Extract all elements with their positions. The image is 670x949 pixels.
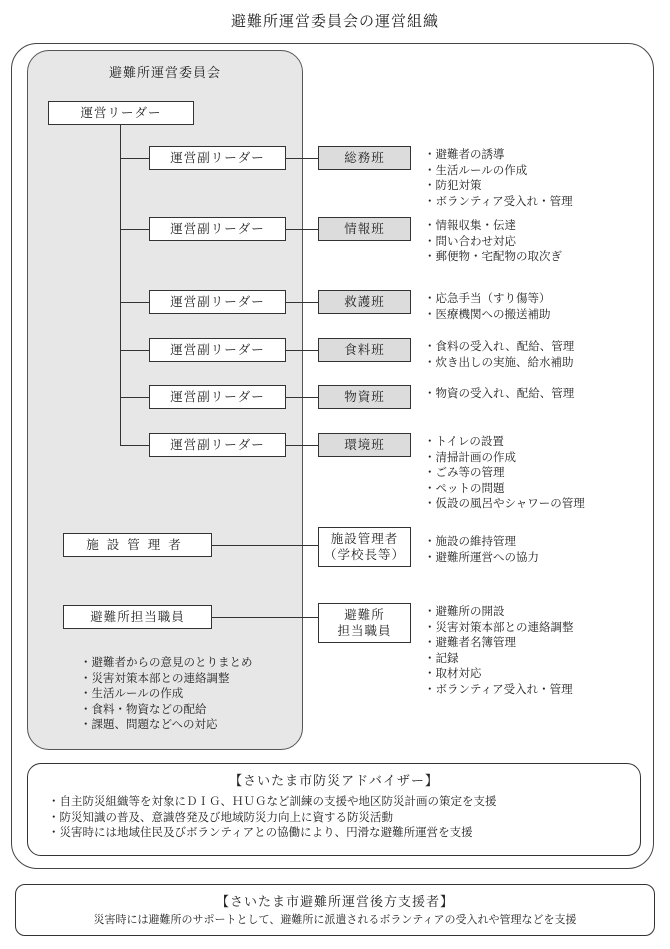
team-box-food: 食料班: [318, 338, 411, 362]
duty-item: ・ 取材対応: [424, 666, 574, 682]
facility-manager-role-box: [318, 527, 411, 567]
duty-item: ・ 避難所の開設: [424, 604, 574, 620]
vice-leader-box: 運営副リーダー: [149, 217, 286, 241]
connector-branch: [120, 350, 149, 351]
connector-branch: [120, 229, 149, 230]
duty-item: ・ 応急手当（すり傷等）: [424, 291, 551, 307]
role-line: 施設管理者: [330, 531, 399, 546]
duty-item: ・ 物資の受入れ、配給、管理: [424, 386, 574, 402]
duty-item: ・ 施設の維持管理: [424, 534, 539, 550]
duty-item: ・ 災害対策本部との連絡調整: [424, 620, 574, 636]
duty-item: ・ 情報収集・伝達: [424, 218, 562, 234]
role-line: （学校長等）: [323, 547, 405, 562]
advisor-item: ・ 自主防災組織等を対象にＤＩＧ、ＨＵＧなど訓練の支援や地区防災計画の策定を支援: [48, 794, 497, 810]
duty-item: ・ 課題、問題などへの対応: [80, 717, 253, 733]
duty-item: ・ 避難者名簿管理: [424, 635, 574, 651]
duty-item: ・ 防犯対策: [424, 178, 573, 194]
duty-item: ・ ボランティア受入れ・管理: [424, 682, 574, 698]
duty-item: ・ 避難者の誘導: [424, 147, 573, 163]
advisor-panel: [27, 763, 641, 856]
duty-item: ・ 問い合わせ対応: [424, 234, 562, 250]
duty-item: ・ ボランティア受入れ・管理: [424, 194, 573, 210]
duty-item: ・ 生活ルールの作成: [80, 686, 253, 702]
role-line: 避難所: [344, 607, 385, 622]
duty-list: [424, 434, 585, 512]
duty-list: [424, 339, 574, 370]
connector-branch: [120, 302, 149, 303]
duty-item: ・ 生活ルールの作成: [424, 163, 573, 179]
duty-list: [424, 604, 574, 697]
connector-team: [286, 158, 318, 159]
duty-item: ・ 郵便物・宅配物の取次ぎ: [424, 249, 562, 265]
advisor-item: ・ 災害時には地域住民及びボランティアとの協働により、円滑な避難所運営を支援: [48, 825, 497, 841]
vice-leader-box: 運営副リーダー: [149, 433, 286, 457]
duty-item: ・ 食料・物資などの配給: [80, 702, 253, 718]
duty-list: [424, 386, 574, 402]
advisor-item: ・ 防災知識の普及、意識啓発及び地域防災力向上に資する防災活動: [48, 810, 497, 826]
leader-box: 運営リーダー: [48, 101, 194, 125]
duty-item: ・ 仮設の風呂やシャワーの管理: [424, 496, 585, 512]
connector-branch: [120, 158, 149, 159]
duty-list: [424, 147, 573, 209]
duty-item: ・ 医療機関への搬送補助: [424, 307, 551, 323]
duty-item: ・ 避難者からの意見のとりまとめ: [80, 655, 253, 671]
duty-item: ・ 記録: [424, 651, 574, 667]
supporter-title: 【さいたま市避難所運営後方支援者】: [215, 895, 454, 910]
duty-item: ・ 避難所運営への協力: [424, 550, 539, 566]
vice-leader-box: 運営副リーダー: [149, 290, 286, 314]
supporter-panel: [15, 884, 655, 936]
duty-item: ・ 災害対策本部との連絡調整: [80, 671, 253, 687]
connector-team: [286, 350, 318, 351]
team-box-environment: 環境班: [318, 433, 411, 457]
vice-leader-box: 運営副リーダー: [149, 338, 286, 362]
advisor-title: 【さいたま市防災アドバイザー】: [229, 774, 439, 789]
connector-branch: [120, 445, 149, 446]
page-title: 避難所運営委員会の運営組織: [230, 12, 439, 30]
connector-team: [286, 229, 318, 230]
team-box-information: 情報班: [318, 217, 411, 241]
duty-list: [424, 291, 551, 322]
duty-item: ・ 炊き出しの実施、給水補助: [424, 355, 574, 371]
team-box-general-affairs: 総務班: [318, 146, 411, 170]
duty-item: ・ ペットの問題: [424, 481, 585, 497]
supporter-text: 災害時には避難所のサポートとして、避難所に派遣されるボランティアの受入れや管理などを支援: [93, 913, 577, 926]
vice-leader-box: 運営副リーダー: [149, 385, 286, 409]
staff-box: 避難所担当職員: [63, 605, 212, 629]
vice-leader-box: 運営副リーダー: [149, 146, 286, 170]
team-box-supplies: 物資班: [318, 385, 411, 409]
connector-team: [286, 302, 318, 303]
staff-role-box: [318, 603, 411, 643]
duty-list: [424, 218, 562, 265]
connector-branch: [120, 397, 149, 398]
role-line: 担当職員: [337, 623, 392, 638]
duty-item: ・ ごみ等の管理: [424, 465, 585, 481]
connector-staff: [212, 617, 318, 618]
facility-manager-box: 施設管理者: [63, 533, 212, 557]
connector-facility: [212, 545, 318, 546]
duty-list: [424, 534, 539, 565]
duty-item: ・ トイレの設置: [424, 434, 585, 450]
committee-duty-list: [80, 655, 253, 733]
duty-item: ・ 食料の受入れ、配給、管理: [424, 339, 574, 355]
team-box-first-aid: 救護班: [318, 290, 411, 314]
committee-title: 避難所運営委員会: [108, 66, 221, 81]
connector-team: [286, 445, 318, 446]
connector-team: [286, 397, 318, 398]
duty-item: ・ 清掃計画の作成: [424, 450, 585, 466]
advisor-list: [48, 794, 497, 841]
